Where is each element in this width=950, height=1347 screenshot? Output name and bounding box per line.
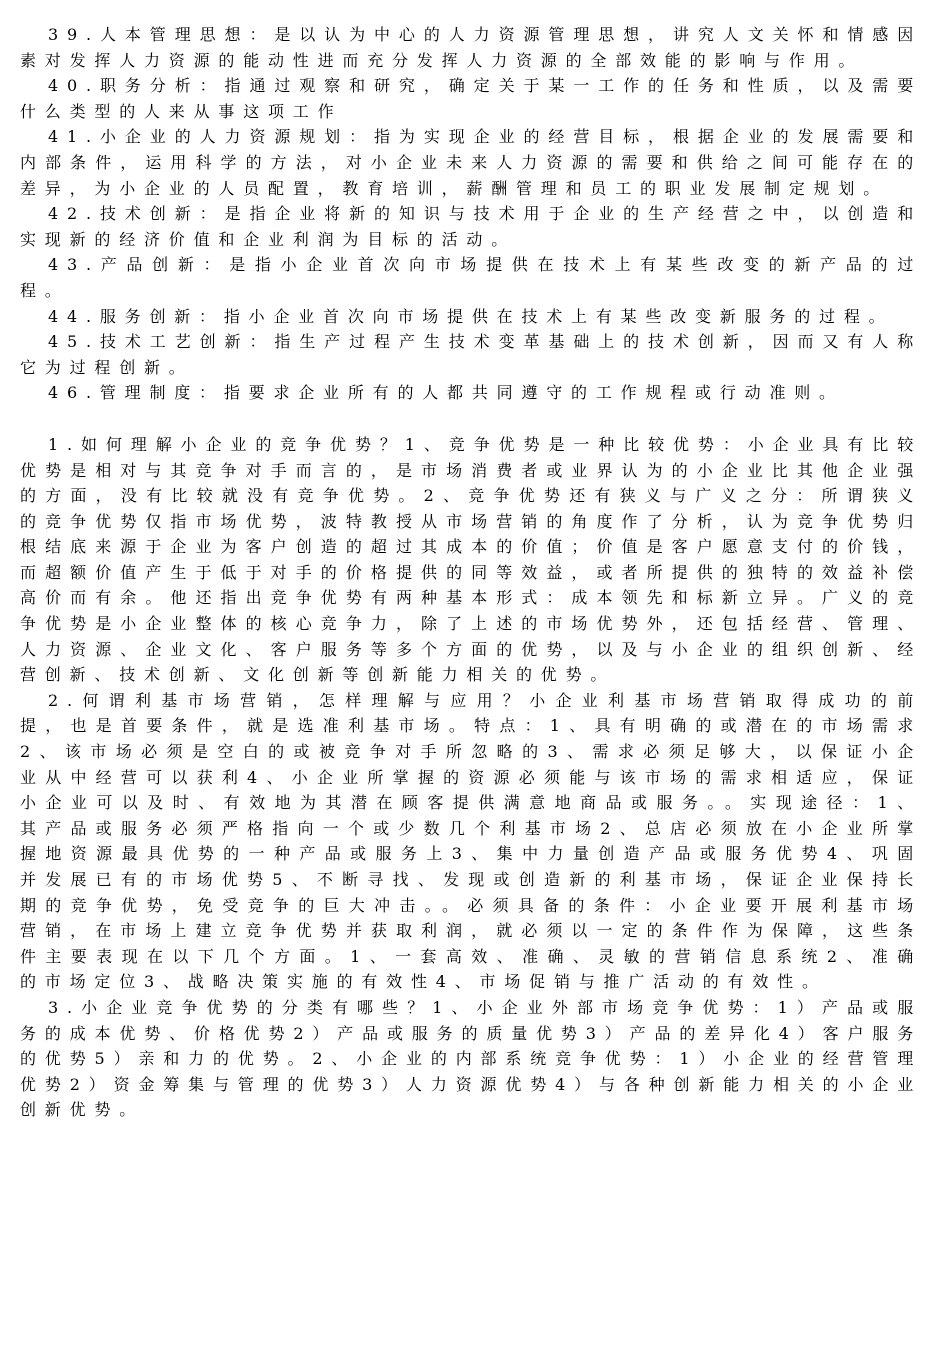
definition-42: 42.技术创新：是指企业将新的知识与技术用于企业的生产经营之中，以创造和实现新的经济价值和企业利润为目标的活动。 bbox=[20, 204, 922, 249]
question-2: 2.何谓利基市场营销，怎样理解与应用？小企业利基市场营销取得成功的前提，也是首要条件，就是选准利基市场。特点：1、具有明确的或潜在的市场需求2、该市场必须是空白的或被竞争对手所忽略的3、需求必须足够大，以保证小企业从中经营可以获利4、小企业所掌握的资源必须能与该市场的需求相适应，保证小企业可以及时、有效地为其潜在顾客提供满意地商品或服务。。实现途径：1、其产品或服务必须严格指向一个或少数几个利基市场2、总店必须放在小企业所掌握地资源最具优势的一种产品或服务上3、集中力量创造产品或服务优势4、巩固并发展已有的市场优势5、不断寻找、发现或创造新的利基市场，保证企业保持长期的竞争优势，免受竞争的巨大冲击。。必须具备的条件：小企业要开展利基市场营销，在市场上建立竞争优势并获取利润，就必须以一定的条件作为保障，这些条件主要表现在以下几个方面。1、一套高效、准确、灵敏的营销信息系统2、准确的市场定位3、战略决策实施的有效性4、市场促销与推广活动的有效性。 bbox=[20, 690, 922, 992]
definition-46: 46.管理制度：指要求企业所有的人都共同遵守的工作规程或行动准则。 bbox=[48, 383, 844, 403]
definition-39: 39.人本管理思想：是以认为中心的人力资源管理思想，讲究人文关怀和情感因素对发挥人力资源的能动性进而充分发挥人力资源的全部效能的影响与作用。 bbox=[20, 25, 922, 70]
definition-45: 45.技术工艺创新：指生产过程产生技术变革基础上的技术创新，因而又有人称它为过程创新。 bbox=[20, 332, 922, 377]
section-gap bbox=[20, 406, 922, 432]
definition-44: 44.服务创新：指小企业首次向市场提供在技术上有某些改变新服务的过程。 bbox=[48, 306, 894, 326]
definition-41: 41.小企业的人力资源规划：指为实现企业的经营目标，根据企业的发展需要和内部条件，运用科学的方法，对小企业未来人力资源的需要和供给之间可能存在的差异，为小企业的人员配置，教育培训，薪酬管理和员工的职业发展制定规划。 bbox=[20, 127, 922, 198]
question-1: 1.如何理解小企业的竞争优势？1、竞争优势是一种比较优势：小企业具有比较优势是相对与其竞争对手而言的，是市场消费者或业界认为的小企业比其他企业强的方面，没有比较就没有竞争优势。2、竞争优势还有狭义与广义之分：所谓狭义的竞争优势仅指市场优势，波特教授从市场营销的角度作了分析，认为竞争优势归根结底来源于企业为客户创造的超过其成本的价值；价值是客户愿意支付的价钱，而超额价值产生于低于对手的价格提供的同等效益，或者所提供的独特的效益补偿高价而有余。他还指出竞争优势有两种基本形式：成本领先和标新立异。广义的竞争优势是小企业整体的核心竞争力，除了上述的市场优势外，还包括经营、管理、人力资源、企业文化、客户服务等多个方面的优势，以及与小企业的组织创新、经营创新、技术创新、文化创新等创新能力相关的优势。 bbox=[20, 434, 922, 685]
document-page bbox=[20, 22, 922, 1123]
definition-43: 43.产品创新：是指小企业首次向市场提供在技术上有某些改变的新产品的过程。 bbox=[20, 255, 922, 300]
question-3: 3.小企业竞争优势的分类有哪些？1、小企业外部市场竞争优势：1）产品或服务的成本优势、价格优势2）产品或服务的质量优势3）产品的差异化4）客户服务的优势5）亲和力的优势。2、小企业的内部系统竞争优势：1）小企业的经营管理优势2）资金筹集与管理的优势3）人力资源优势4）与各种创新能力相关的小企业创新优势。 bbox=[20, 997, 922, 1120]
definition-40: 40.职务分析：指通过观察和研究，确定关于某一工作的任务和性质，以及需要什么类型的人来从事这项工作 bbox=[20, 76, 922, 121]
